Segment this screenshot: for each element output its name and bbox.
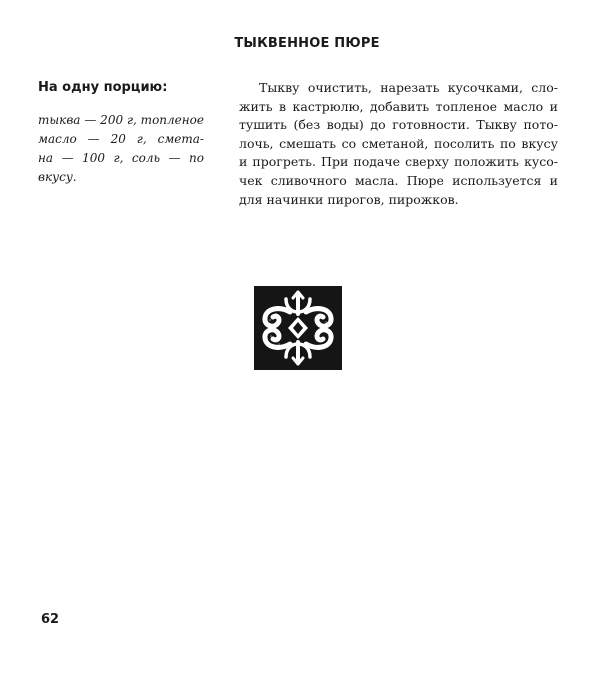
ornamental-vignette-icon bbox=[252, 284, 344, 372]
recipe-line: лочь, смешать со сметаной, посолить по вкусу bbox=[239, 135, 558, 151]
recipe-line: жить в кастрюлю, добавить топленое масло и bbox=[239, 98, 558, 114]
ingredients-line: тыква — 200 г, топленое bbox=[38, 113, 204, 127]
recipe-line: тушить (без воды) до готовности. Тыкву пото- bbox=[239, 117, 558, 133]
recipe-line: чек сливочного масла. Пюре используется и bbox=[239, 172, 558, 188]
ingredients-line: вкусу. bbox=[38, 170, 77, 184]
page-title: ТЫКВЕННОЕ ПЮРЕ bbox=[234, 36, 380, 51]
page-number: 62 bbox=[41, 612, 60, 627]
ingredients-line: масло — 20 г, смета- bbox=[38, 132, 204, 146]
ingredients-list bbox=[38, 111, 204, 187]
recipe-line: для начинки пирогов, пирожков. bbox=[239, 191, 459, 207]
recipe-line: и прогреть. При подаче сверху положить кусо- bbox=[239, 154, 558, 170]
ingredients-line: на — 100 г, соль — по bbox=[38, 151, 204, 165]
ingredients-heading: На одну порцию: bbox=[38, 80, 168, 95]
recipe-text bbox=[239, 79, 558, 209]
recipe-line: Тыкву очистить, нарезать кусочками, сло- bbox=[259, 80, 558, 95]
